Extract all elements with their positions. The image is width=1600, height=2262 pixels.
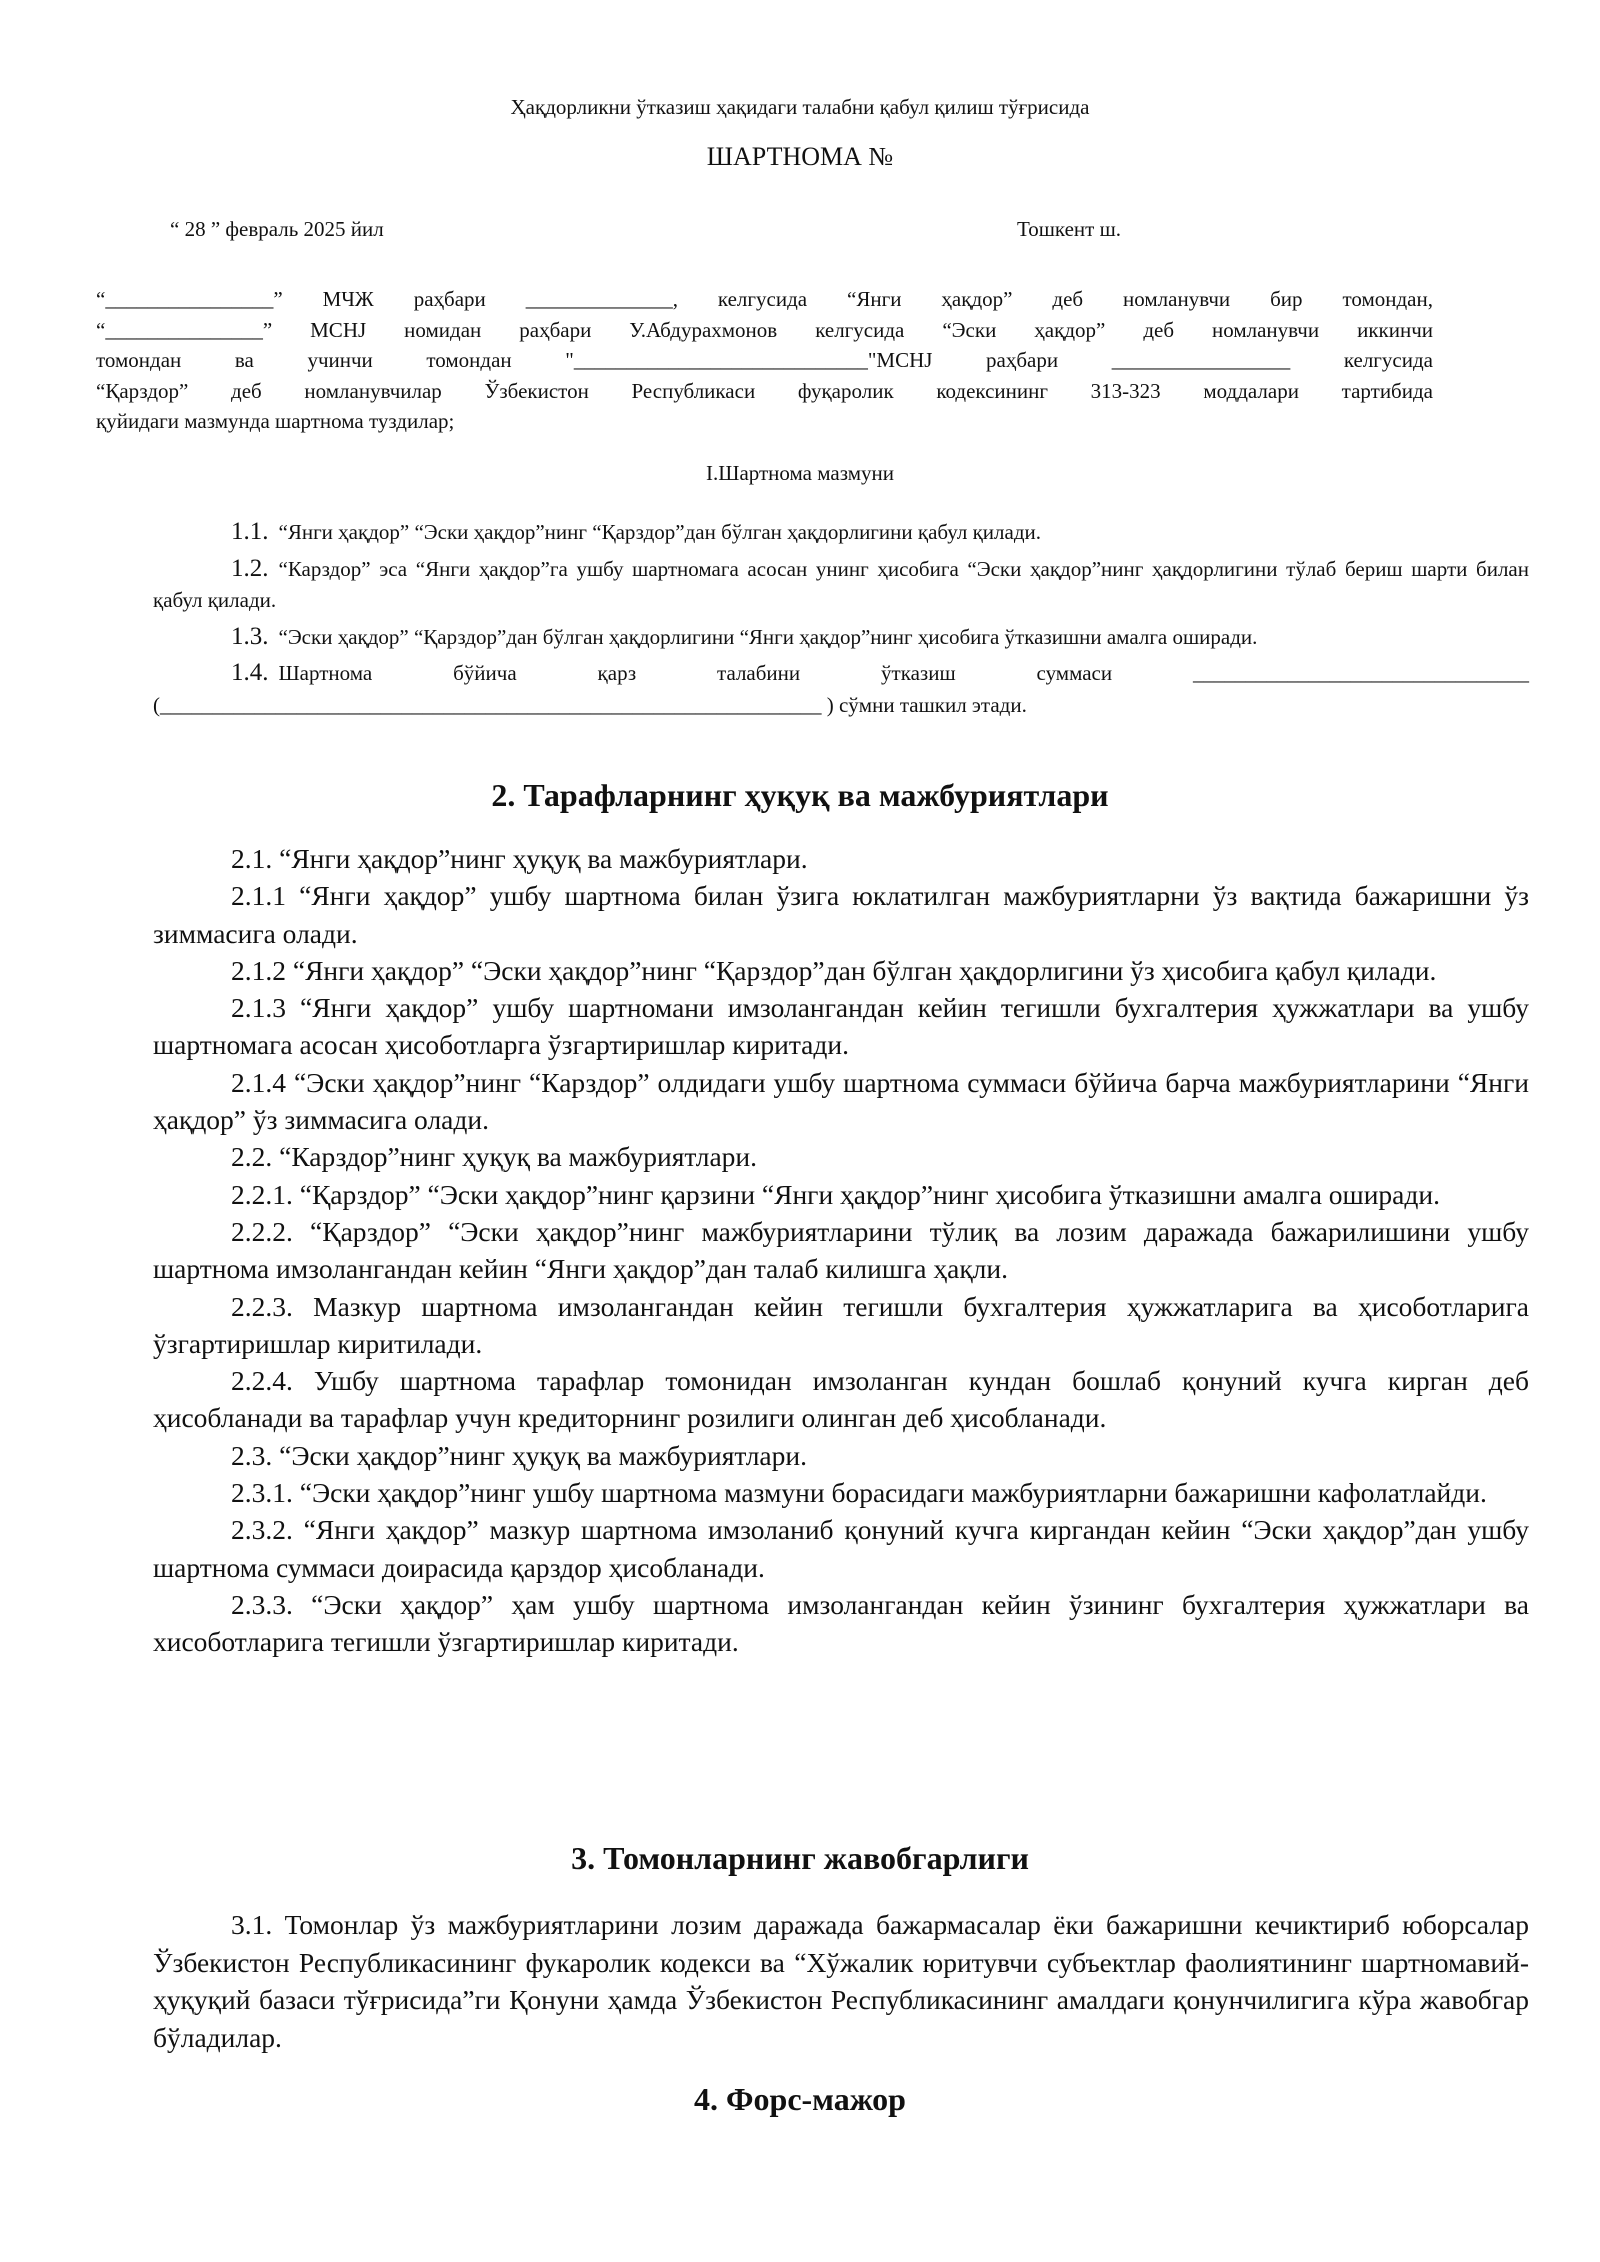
section2-paragraph: 2.2. “Карздор”нинг ҳуқуқ ва мажбуриятлари. [231, 1141, 757, 1173]
section2-paragraph: 2.1. “Янги ҳақдор”нинг ҳуқуқ ва мажбуриятлари. [231, 843, 808, 874]
item-number: 1.4. [231, 659, 269, 686]
item-line: (_______________________________________________________________ ) сўмни ташкил этади. [153, 692, 1027, 717]
item-text: “Карздор” эса “Янги ҳақдор”га ушбу шартномага асосан унинг ҳисобига “Эски ҳақдор”нинг ҳақдорлигини тўлаб бериш шарти билан қабул қилади. [153, 556, 1529, 612]
preamble-line: “_______________” МСНJ номидан раҳбари У.Абдурахмонов келгусида “Эски ҳақдор” деб номланувчи иккинчи [96, 317, 1433, 342]
preamble-line: томондан ва учинчи томондан "____________________________"МСНJ раҳбари _________________ келгусида [96, 348, 1433, 372]
preamble-line: “Қарздор” деб номланувчилар Ўзбекистон Республикаси фуқаролик кодексининг 313-323 моддалари тартибида [96, 378, 1433, 403]
section1-item [153, 657, 1529, 721]
section3-paragraph: 3.1. Томонлар ўз мажбуриятларини лозим даражада бажармасалар ёки бажаришни кечиктириб юборсалар Ўзбекистон Республикасининг фукаролик кодекси ва “Хўжалик юритувчи субъектлар фаолиятининг шартномавий-ҳуқуқий базаси тўғрисида”ги Қонуни ҳамда Ўзбекистон Республикасининг амалдаги қонунчилигига кўра жавобгар бўладилар. [153, 1909, 1529, 2053]
preamble-line: “________________” МЧЖ раҳбари ______________, келгусида “Янги ҳақдор” деб номланувчи бир томондан, [96, 287, 1433, 311]
section2-heading: 2. Тарафларнинг ҳуқуқ ва мажбуриятлари [491, 777, 1109, 813]
document-subtitle: Ҳақдорликни ўтказиш ҳақидаги талабни қабул қилиш тўғрисида [510, 95, 1090, 119]
section1-item [153, 516, 1529, 549]
section4-heading: 4. Форс-мажор [694, 2081, 906, 2117]
section2-paragraph: 2.1.4 “Эски ҳақдор”нинг “Карздор” олдидаги ушбу шартнома суммаси бўйича барча мажбуриятларини “Янги ҳақдор” ўз зиммасига олади. [153, 1066, 1529, 1136]
section2-paragraph: 2.2.2. “Қарздор” “Эски ҳақдор”нинг мажбуриятларини тўлиқ ва лозим даражада бажарилишини ушбу шартнома имзолангандан кейин “Янги ҳақдор”дан талаб килишга ҳақли. [153, 1215, 1529, 1285]
section3-body [153, 1906, 1529, 2056]
preamble [96, 284, 1433, 437]
document-title: ШАРТНОМА № [706, 142, 894, 171]
section2-paragraph: 2.3.2. “Янги ҳақдор” мазкур шартнома имзоланиб қонуний кучга киргандан кейин “Эски ҳақдор”дан ушбу шартнома суммаси доирасида қарздор ҳисобланади. [153, 1514, 1529, 1583]
section2-paragraph: 2.1.1 “Янги ҳақдор” ушбу шартнома билан ўзига юклатилган мажбуриятларни ўз вақтида бажаришни ўз зиммасига олади. [153, 880, 1529, 949]
item-text: “Эски ҳақдор” “Қарздор”дан бўлган ҳақдорлигини “Янги ҳақдор”нинг ҳисобига ўтказишни амалга оширади. [278, 624, 1258, 649]
item-text: Шартнома бўйича қарз талабини ўтказиш суммаси ________________________________ [278, 661, 1529, 685]
section1-items [153, 516, 1529, 725]
preamble-line: қуйидаги мазмунда шартнома туздилар; [96, 409, 455, 433]
contract-city: Тошкент ш. [1017, 217, 1122, 241]
item-number: 1.1. [231, 518, 269, 545]
item-line [153, 657, 1529, 690]
section2-paragraph: 2.2.3. Мазкур шартнома имзолангандан кейин тегишли бухгалтерия ҳужжатларига ва ҳисоботларига ўзгартиришлар киритилади. [153, 1290, 1529, 1359]
section2-paragraph: 2.2.1. “Қарздор” “Эски ҳақдор”нинг қарзини “Янги ҳақдор”нинг ҳисобига ўтказишни амалга оширади. [231, 1178, 1440, 1210]
contract-date: “ 28 ” февраль 2025 йил [170, 217, 384, 241]
section1-item [153, 553, 1529, 617]
section3-heading: 3. Томонларнинг жавобгарлиги [571, 1840, 1029, 1876]
item-text: “Янги ҳақдор” “Эски ҳақдор”нинг “Қарздор”дан бўлган ҳақдорлигини қабул қилади. [278, 520, 1042, 544]
section2-paragraph: 2.2.4. Ушбу шартнома тарафлар томонидан имзоланган кундан бошлаб қонуний кучга кирган деб ҳисобланади ва тарафлар учун кредиторнинг розилиги олинган деб ҳисобланади. [153, 1365, 1529, 1434]
section2-paragraph: 2.3.3. “Эски ҳақдор” ҳам ушбу шартнома имзолангандан кейин ўзининг бухгалтерия ҳужжатлари ва хисоботларига тегишли ўзгартиришлар киритади. [153, 1588, 1529, 1658]
section2-paragraph: 2.1.3 “Янги ҳақдор” ушбу шартномани имзолангандан кейин тегишли бухгалтерия ҳужжатлари ва ушбу шартномага асосан ҳисоботларга ўзгартиришлар киритади. [153, 992, 1529, 1061]
section2-paragraph: 2.1.2 “Янги ҳақдор” “Эски ҳақдор”нинг “Қарздор”дан бўлган ҳақдорлигини ўз ҳисобига қабул қилади. [231, 954, 1437, 986]
section1-title: I.Шартнома мазмуни [706, 461, 894, 485]
section1-item [153, 621, 1529, 654]
item-number: 1.3. [231, 622, 269, 650]
section2-paragraph: 2.3.1. “Эски ҳақдор”нинг ушбу шартнома мазмуни борасидаги мажбуриятларни бажаришни кафолатлайди. [231, 1477, 1487, 1509]
section2-body [153, 840, 1529, 1661]
item-number: 1.2. [231, 554, 269, 582]
section2-paragraph: 2.3. “Эски ҳақдор”нинг ҳуқуқ ва мажбуриятлари. [231, 1439, 807, 1471]
